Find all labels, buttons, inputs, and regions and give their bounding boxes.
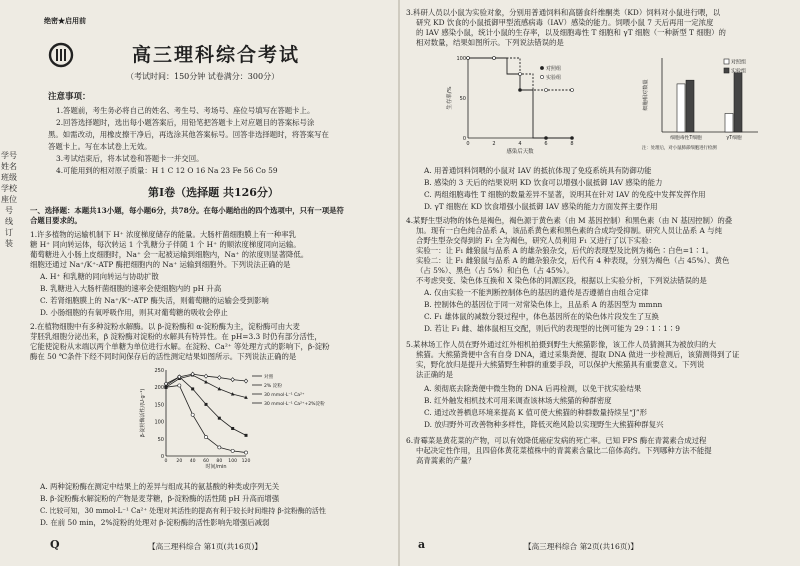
notice-line: 1.答题前，考生务必将自己的姓名、考生号、考场号、座位号填写在答题卡上。 (56, 106, 315, 115)
y-tick-label: 50 (157, 436, 164, 443)
question-1-option-b: B. 乳糖进入大肠杆菌细胞的速率会使细胞内的 pH 升高 (40, 284, 222, 293)
question-3-text: 相对数量，结果如图所示。下列说法错误的是 (416, 38, 564, 47)
footer-mark: Q (50, 538, 60, 551)
exam-title: 高三理科综合考试 (132, 44, 301, 66)
x-axis-label: 时间/min (205, 464, 227, 470)
y-tick-label: 150 (154, 402, 164, 409)
data-point (493, 57, 496, 60)
question-1-text: 葡萄糖进入小肠上皮细胞时，Na⁺ 会一起被运输到细胞内，Na⁺ 的浓度则显著降低。 (30, 250, 309, 259)
question-1-option-d: D. 小肠细胞的有氧呼吸作用，则其对葡萄糖的吸收会停止 (40, 308, 228, 317)
page-footer: 【高三理科综合 第2页(共16页)】 (524, 542, 638, 551)
data-point (519, 73, 522, 76)
question-6-text: 高青蒿素的产量？ (416, 456, 476, 465)
y-tick-label: 0 (160, 454, 164, 460)
y-tick-label: 100 (456, 56, 466, 62)
x-tick-label: 4 (518, 141, 522, 147)
binding-label: 线 (5, 217, 13, 226)
x-tick-label: 60 (203, 459, 209, 464)
question-1-option-c: C. 若肾细胞膜上的 Na⁺/K⁺-ATP 酶失活，则葡萄糖的运输会受到影响 (40, 296, 269, 305)
notice-line: 答题卡上。写在本试卷上无效。 (48, 142, 152, 151)
survival-rate-chart (444, 50, 604, 162)
data-point (191, 387, 194, 390)
section-intro: 一、选择题：本题共13小题，每小题6分，共78分。在每小题给出的四个选项中，只有一项是符 (30, 206, 344, 215)
legend-label: 实验组 (546, 75, 562, 81)
data-point (218, 417, 221, 420)
binding-label: 订 (5, 228, 13, 237)
question-4-option-a: A. 仅由实验一不能判断控制体色的基因的遗传是否遵循自由组合定律 (424, 288, 649, 297)
question-4-option-c: C. F₁ 雄体鼠的减数分裂过程中，体色基因所在的染色体片段发生了互换 (424, 312, 659, 321)
section-title: 第Ⅰ卷（选择题 共126分） (148, 186, 279, 199)
bar (677, 84, 685, 132)
page-1 (8, 6, 396, 560)
bar (734, 73, 742, 132)
question-2-option-a: A. 两种淀粉酶在测定中结果上的差异与组成其的氨基酸的种类或序列无关 (40, 482, 280, 491)
legend-swatch (540, 75, 543, 78)
question-2-text: 2.在植物细胞中有多种淀粉水解酶。以 β-淀粉酶和 α-淀粉酶为主，淀粉酶可由大麦 (30, 322, 300, 331)
legend-label: 对照 (264, 375, 274, 380)
data-point (245, 434, 248, 437)
question-4-option-d: D. 若让 F₁ 雌、雄体鼠相互交配，则后代的表现型的比例可能为 29∶1∶1∶9 (424, 324, 680, 333)
question-2-option-d: D. 在前 50 min，2%淀粉的处理对 β-淀粉酶的活性影响先增强后减弱 (40, 518, 270, 527)
page-footer: 【高三理科综合 第1页(共16页)】 (148, 542, 262, 551)
y-tick-label: 0 (462, 136, 466, 142)
question-3-option-c: C. 两组细胞毒性 T 细胞的数量差异不显著，说明其在针对 IAV 的免疫中发挥发挥作用 (424, 190, 706, 199)
question-1-text: 细胞还通过 Na⁺/K⁺-ATP 酶把细胞内的 Na⁺ 运输到细胞外。下列说法正确的是 (30, 260, 291, 269)
question-4-text: 加。现有一白色纯合品系 A，该品系黄色素和黑色素的合成均受抑制。研究人员让品系 A 与纯 (416, 226, 722, 235)
bar (725, 114, 733, 133)
x-tick-label: 8 (570, 141, 574, 147)
notice-line: 黑。如需改动，用橡皮擦干净后，再选涂其他答案标号。回答非选择题时，将答案写在 (48, 130, 329, 139)
question-5-option-a: A. 须彻底去除粪便中微生物的 DNA 后再检测，以免干扰实验结果 (424, 384, 642, 393)
legend-label: 对照组 (731, 59, 747, 66)
series-line (166, 385, 246, 452)
data-point (204, 374, 208, 378)
x-tick-label: 2 (492, 141, 496, 147)
y-tick-label: 50 (459, 96, 466, 102)
notice-line: 4.可能用到的相对原子质量：H 1 C 12 O 16 Na 23 Fe 56 Co 59 (56, 166, 278, 175)
y-axis-label: 细胞相对数量 (643, 79, 649, 111)
question-5-option-c: C. 通过改善栖息环境来提高 K 值可使大熊猫的种群数量持续呈“J”形 (424, 408, 647, 417)
data-point (244, 379, 248, 383)
section-intro: 合题目要求的。 (30, 216, 82, 225)
question-2-text: 芽胚乳细胞分泌出来，β 淀粉酶对淀粉的水解具有特异性。在 pH=3.3 时仍有部分活性， (30, 332, 322, 341)
legend-label: 30 mmol·L⁻¹ Ca²⁺+2%淀粉 (264, 402, 325, 407)
data-point (218, 376, 222, 380)
question-4-text: 4.某野生型动物的体色是褐色，褐色源于黄色素（由 M 基因控制）和黑色素（由 N 基因控制）的叠 (406, 216, 733, 225)
data-point (545, 89, 548, 92)
binding-label: 班级 (1, 173, 17, 182)
secret-label: 绝密★启用前 (44, 16, 86, 25)
binding-label: 姓名 (1, 162, 17, 171)
question-4-text: 实验二：让 F₁ 雌狼鼠与品系 A 的雌杂狼杂交，后代有 4 种表现，分别为褐色（占 45%）、黄色 (416, 256, 730, 265)
y-axis-label: 生存率/% (447, 86, 453, 110)
binding-label: 座位号 (1, 195, 17, 215)
legend-label: 实验组 (731, 68, 747, 75)
x-tick-label: 100 (228, 459, 238, 464)
data-point (218, 446, 221, 449)
y-axis-label: β-淀粉酶活性/(U·g⁻¹) (140, 388, 146, 438)
question-2-text: 它能使淀粉从末端以两个单糖为单位进行水解。在淀粉、Ca²⁺ 等处理方式的影响下，β-淀粉 (30, 342, 330, 351)
chart-note: 注：处理后，对小鼠肺部细胞进行检测 (642, 146, 717, 151)
question-6-text: 中起决定性作用，且四倍体黄花菜植株中的青蒿素含量比二倍体高约。下列哪种方法不能提 (416, 446, 712, 455)
y-tick-label: 250 (154, 368, 164, 374)
question-5-text: 5.某林场工作人员在野外通过红外相机拍摄到野生大熊猫影像，该工作人员猜测其为被放归的大 (406, 340, 717, 349)
data-point (571, 89, 574, 92)
footer-mark: a (418, 538, 426, 551)
data-point (244, 451, 247, 454)
question-1-text: 糖 H⁺ 同向转运体，每次转运 1 个乳糖分子伴随 1 个 H⁺ 的顺浓度梯度同向运输。 (30, 240, 301, 249)
x-tick-label: 0 (164, 459, 168, 464)
data-point (467, 57, 470, 60)
question-3-text: 3.科研人员以小鼠为实验对象，分别用普通饲料和高膳食纤维酮类（KD）饲料对小鼠进行喂，以 (406, 8, 721, 17)
data-point (191, 413, 194, 416)
x-tick-label: 6 (544, 141, 548, 147)
question-4-text: 合野生型杂交得到的 F₁ 全为褐色，研究人员利用 F₁ 又进行了以下实验： (416, 236, 656, 245)
question-3-option-d: D. γT 细胞在 KD 饮食增强小鼠抵御 IAV 感染的能力方面发挥主要作用 (424, 202, 658, 211)
binding-label: 装 (5, 239, 13, 248)
question-5-text: 实，野化放归是提升大熊猫野生种群的重要手段，可以保护大熊猫具有重要意义。下列说 (416, 360, 705, 369)
x-tick-label: 20 (176, 459, 183, 464)
question-3-option-a: A. 用普通饲料饲喂的小鼠对 IAV 的抵抗体现了免疫系统具有防御功能 (424, 166, 652, 175)
question-3-text: 的 IAV 感染小鼠，统计小鼠的生存率，以及细胞毒性 T 细胞和 γT 细胞（一种新型 T 细胞）的 (416, 28, 726, 37)
data-point (204, 435, 207, 438)
question-2-option-b: B. β-淀粉酶水解淀粉的产物是麦芽糖，β-淀粉酶的活性随 pH 升高而增强 (40, 494, 280, 503)
question-5-text: 熊猫。大熊猫粪便中含有自身 DNA，通过采集粪便、提取 DNA 做进一步检测后，该猜测得到了证 (416, 350, 740, 359)
page-2 (404, 6, 792, 560)
legend-label: 2% 淀粉 (264, 384, 282, 389)
question-5-option-b: B. 红外触发相机技术可用来调查该林场大熊猫的种群密度 (424, 396, 612, 405)
exam-subtitle: （考试时间：150分钟 试卷满分：300分） (126, 72, 280, 81)
legend-swatch (540, 66, 543, 69)
x-tick-label: 120 (241, 459, 251, 464)
x-tick-label: 40 (189, 459, 196, 464)
y-tick-label: 200 (154, 385, 164, 392)
question-1-option-a: A. H⁺ 和乳糖的同向转运与协助扩散 (40, 272, 159, 281)
question-2-option-c: C. 比较可知，30 mmol·L⁻¹ Ca²⁺ 处理对其活性的提高有利于较长时间维持 β-淀粉酶的活性 (40, 507, 326, 515)
data-point (231, 427, 234, 430)
notice-line: 3.考试结束后，将本试卷和答题卡一并交回。 (56, 154, 204, 163)
x-tick-label: 细胞毒性T细胞 (670, 136, 702, 141)
notice-line: 2.回答选择题时，选出每小题答案后，用铅笔把答题卡上对应题目的答案标号涂 (56, 118, 315, 127)
legend-label: 对照组 (546, 66, 562, 72)
binding-label: 学号 (1, 151, 17, 160)
data-point (178, 384, 181, 387)
legend-swatch (724, 68, 729, 73)
x-tick-label: γT细胞 (726, 136, 742, 141)
x-tick-label: 0 (466, 141, 470, 147)
notice-heading: 注意事项： (48, 92, 91, 102)
x-tick-label: 80 (216, 459, 223, 464)
binding-label: 学校 (1, 184, 17, 193)
question-2-text: 酶在 50 ℃条件下经不同时间保存后的活性测定结果如图所示。下列说法正确的是 (30, 352, 297, 361)
data-point (231, 449, 234, 452)
question-3-text: 研究 KD 饮食的小鼠抵御甲型流感病毒（IAV）感染的能力。饲喂小鼠 7 天后再用一定浓度 (416, 18, 714, 27)
question-1-text: 1.许多植物的运输机制下 H⁺ 浓度梯度储存的能量。大肠杆菌细胞膜上有一种率乳 (30, 230, 296, 239)
y-tick-label: 100 (154, 419, 164, 426)
question-5-option-d: D. 放归野外可改善物种多样性，降低灭绝风险以实现野生大熊猫种群复兴 (424, 420, 664, 429)
question-4-option-b: B. 控制体色的基因位于同一对常染色体上，且品系 A 的基因型为 mmnn (424, 300, 663, 309)
bar (686, 80, 694, 132)
question-4-text: 不考虑突变、染色体互换和 X 染色体的同源区段，根据以上实验分析，下列说法错误的是 (416, 276, 707, 285)
question-3-option-b: B. 感染的 3 天后的结果说明 KD 饮食可以增强小鼠抵御 IAV 感染的能力 (424, 178, 663, 187)
tcell-count-chart (640, 50, 790, 162)
legend-label: 30 mmol·L⁻¹ Ca²⁺ (264, 393, 305, 398)
data-point (205, 403, 208, 406)
page-fold (398, 0, 400, 566)
data-point (545, 137, 548, 140)
exam-logo-icon (48, 42, 74, 68)
enzyme-activity-chart (138, 362, 325, 474)
data-point (571, 137, 574, 140)
question-5-text: 法正确的是 (416, 370, 453, 379)
question-6-text: 6.青霉菜是黄花菜的产物，可以有效降低癌症发病的死亡率。已知 FPS 酶在青蒿素合成过程 (406, 436, 707, 445)
data-point (231, 378, 235, 382)
data-point (519, 89, 522, 92)
legend-swatch (724, 59, 729, 64)
question-4-text: 实验一：让 F₁ 雌狼鼠与品系 A 的雄杂狼杂交，后代的表现型及比例为褐色∶白色=1∶1。 (416, 246, 714, 255)
x-axis-label: 感染后天数 (506, 149, 534, 155)
question-4-text: （占 5%）、黑色（占 5%）和白色（占 45%）。 (416, 266, 574, 275)
